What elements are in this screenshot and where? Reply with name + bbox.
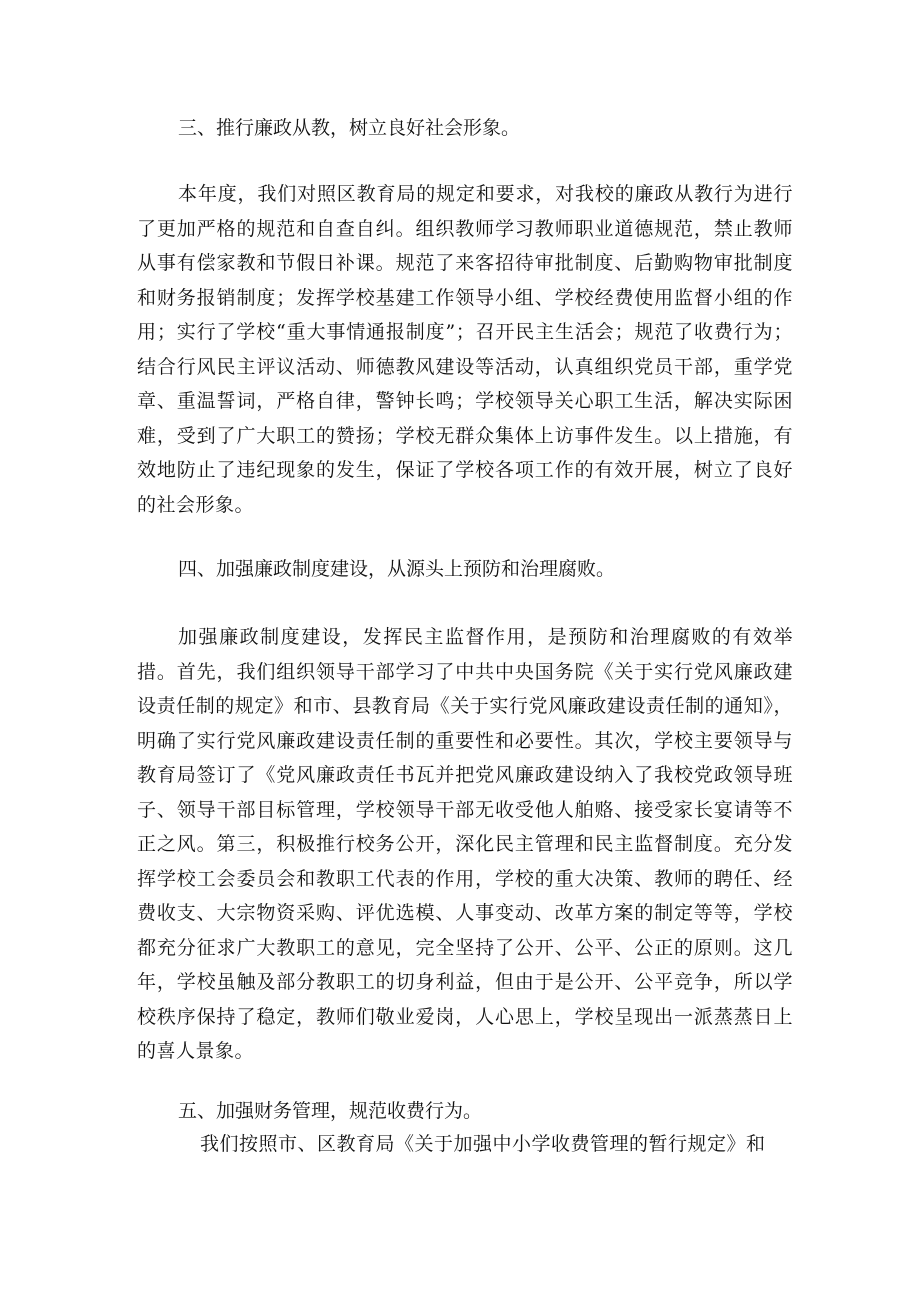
section-heading-5: 五、加强财务管理，规范收费行为。 — [178, 1100, 483, 1122]
section-paragraph-3: 本年度，我们对照区教育局的规定和要求，对我校的廉政从教行为进行了更加严格的规范和自查自纠。组织教师学习教师职业道德规范，禁止教师从事有偿家教和节假日补课。规范了来客招待审批制度、后勤购物审批制度和财务报销制度；发挥学校基建工作领导小组、学校经费使用监督小组的作用；实行了学校“重大事情通报制度”；召开民主生活会；规范了收费行为；结合行风民主评议活动、师德教风建设等活动，认真组织党员干部，重学党章、重温誓词，严格自律，警钟长鸣；学校领导关心职工生活，解决实际困难，受到了广大职工的赞扬；学校无群众集体上访事件发生。以上措施，有效地防止了违纪现象的发生，保证了学校各项工作的有效开展，树立了良好的社会形象。 — [137, 183, 793, 516]
section-paragraph-5: 我们按照市、区教育局《关于加强中小学收费管理的暂行规定》和 — [200, 1133, 766, 1155]
section-heading-3: 三、推行廉政从教，树立良好社会形象。 — [178, 117, 521, 139]
section-heading-4: 四、加强廉政制度建设，从源头上预防和治理腐败。 — [178, 558, 616, 580]
section-paragraph-4: 加强廉政制度建设，发挥民主监督作用，是预防和治理腐败的有效举措。首先，我们组织领导干部学习了中共中央国务院《关于实行党风廉政建设责任制的规定》和市、县教育局《关于实行党风廉政建设责任制的通知》，明确了实行党风廉政建设责任制的重要性和必要性。其次，学校主要领导与教育局签订了《党风廉政责任书瓦并把党风廉政建设纳入了我校党政领导班子、领导干部目标管理，学校领导干部无收受他人舶赂、接受家长宴请等不正之风。第三，积极推行校务公开，深化民主管理和民主监督制度。充分发挥学校工会委员会和教职工代表的作用，学校的重大决策、教师的聘任、经费收支、大宗物资采购、评优选模、人事变动、改革方案的制定等等，学校都充分征求广大教职工的意见，完全坚持了公开、公平、公正的原则。这几年，学校虽触及部分教职工的切身利益，但由于是公开、公平竞争，所以学校秩序保持了稳定，教师们敬业爱岗，人心思上，学校呈现出一派蒸蒸日上的喜人景象。 — [137, 626, 793, 1062]
